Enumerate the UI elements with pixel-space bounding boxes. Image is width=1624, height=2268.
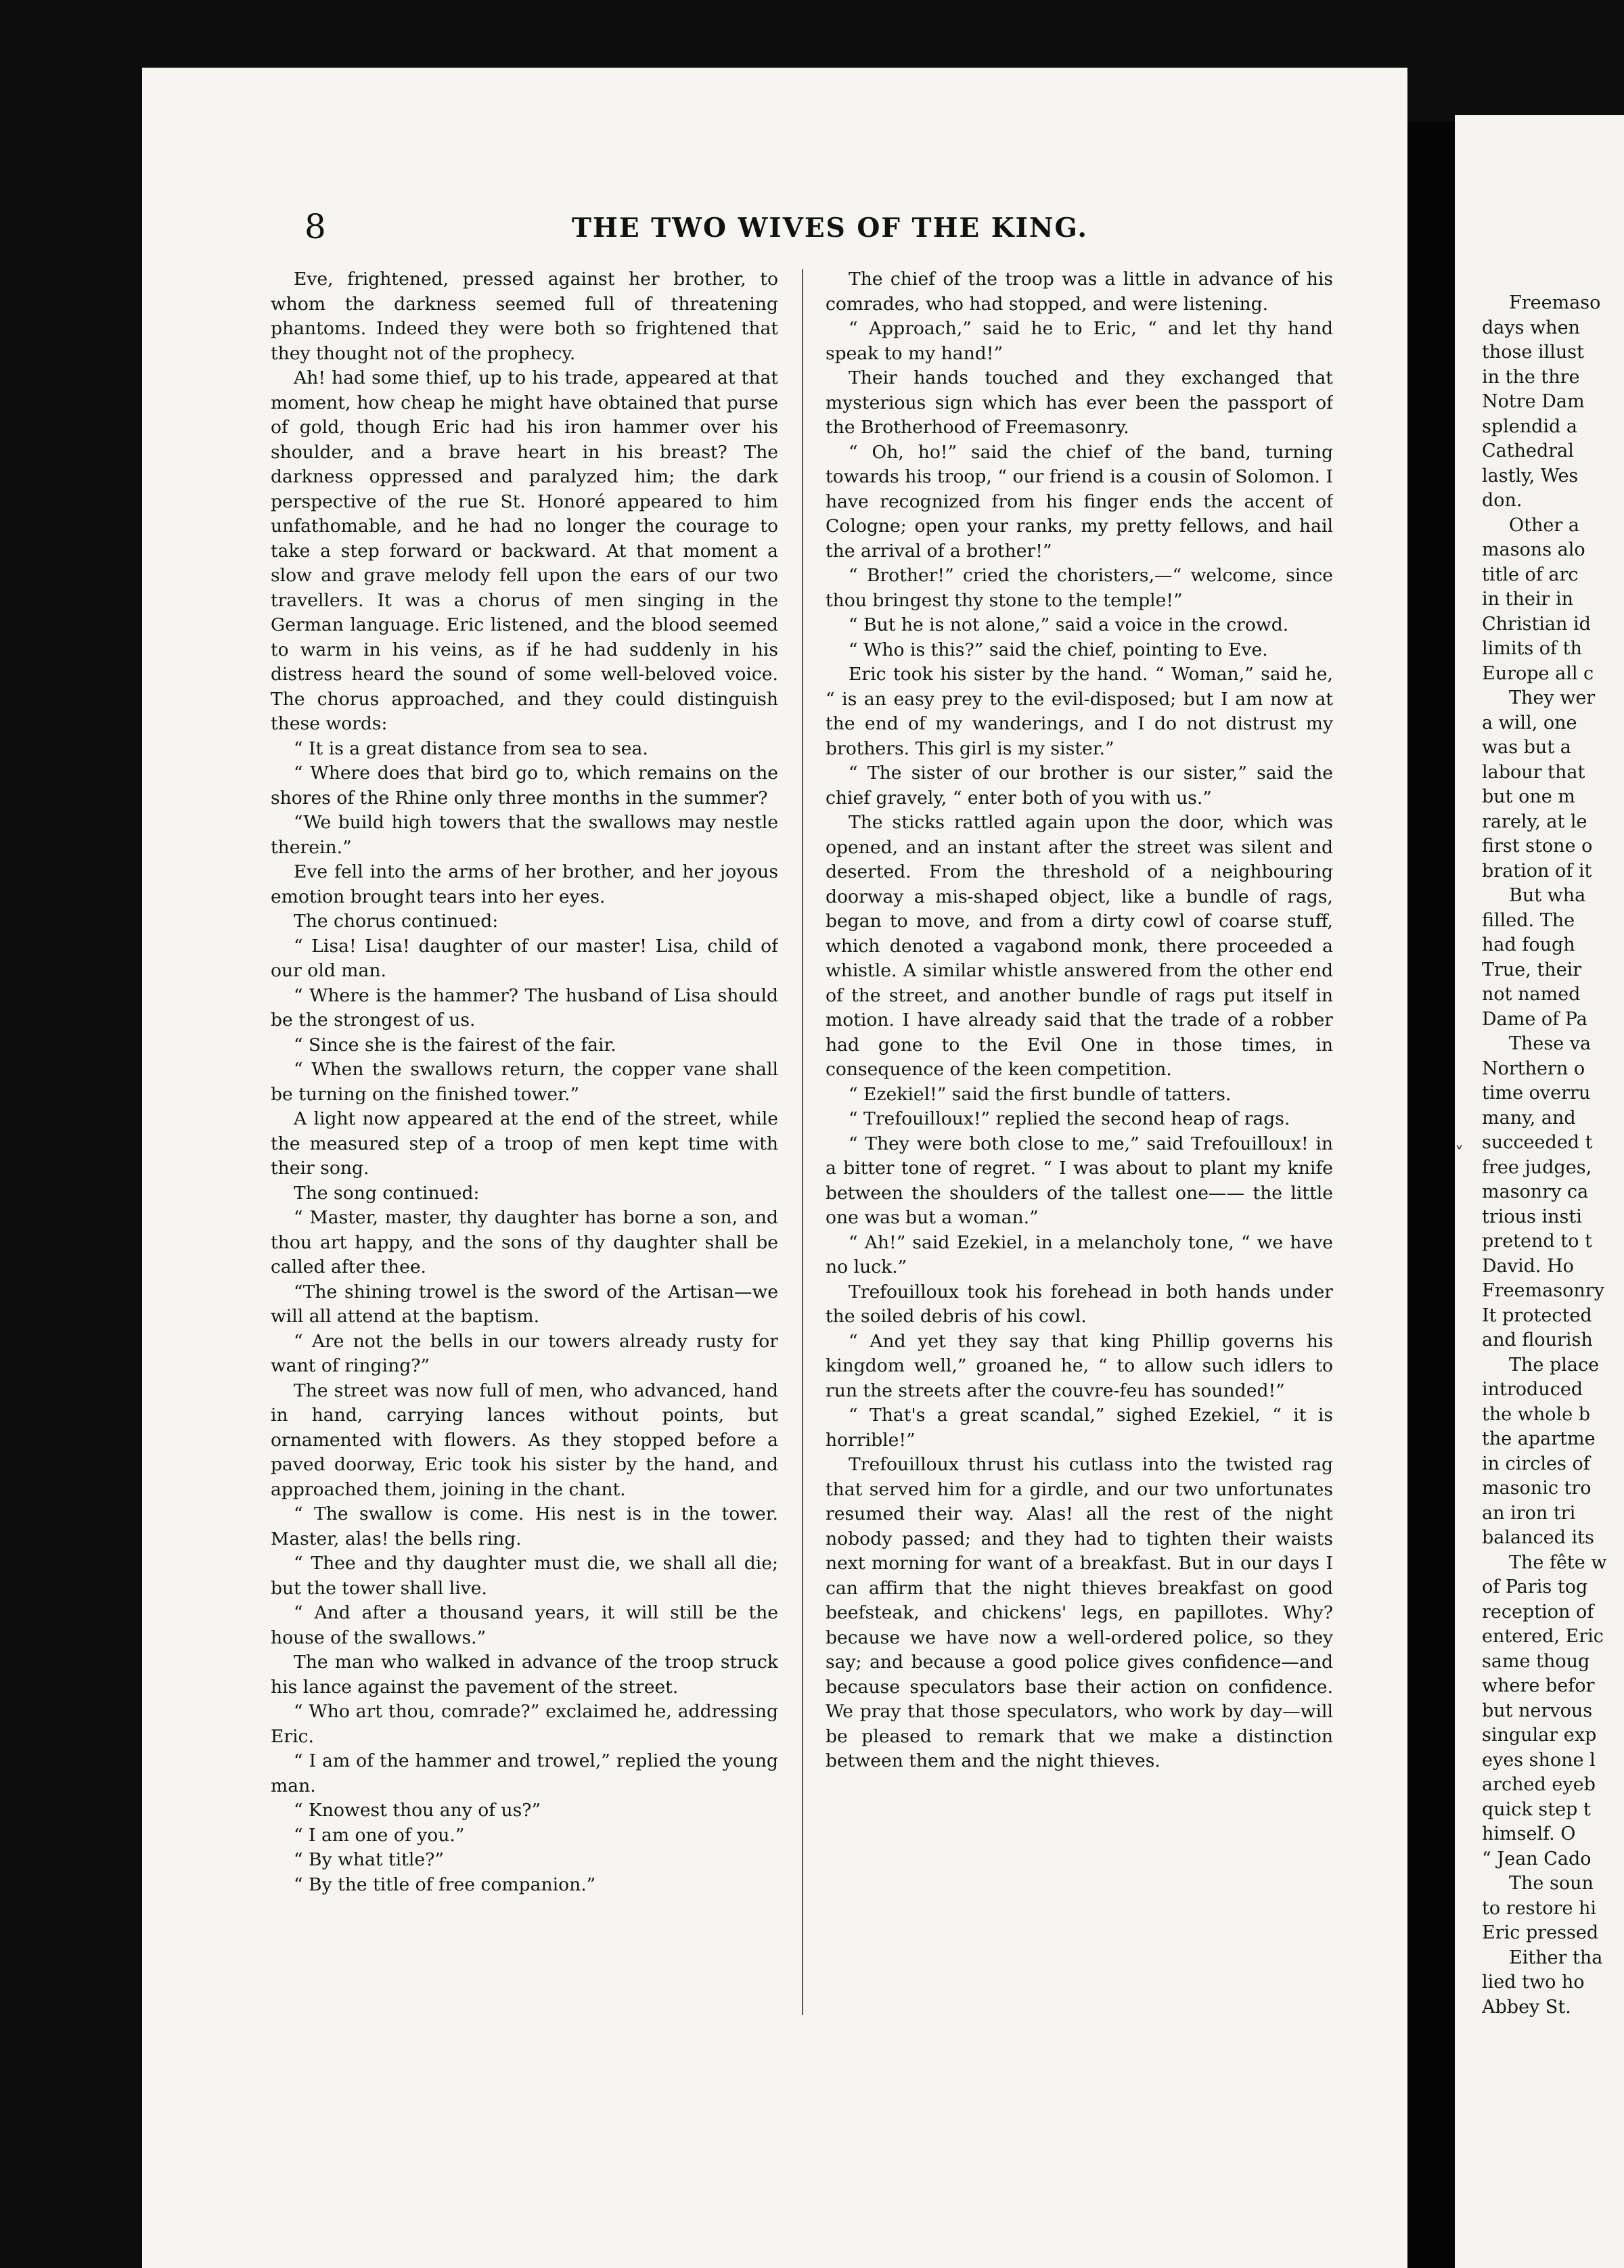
facing-page-line: don. bbox=[1482, 490, 1522, 511]
facing-page-line: The soun bbox=[1509, 1873, 1594, 1894]
facing-page-line: Either tha bbox=[1509, 1947, 1603, 1968]
facing-page-line: splendid a bbox=[1482, 415, 1578, 437]
paragraph: “ Who art thou, comrade?” exclaimed he, addressing Eric. bbox=[271, 1701, 778, 1747]
paragraph: “ It is a great distance from sea to sea. bbox=[294, 738, 648, 759]
facing-page-line: but nervous bbox=[1482, 1700, 1593, 1721]
paragraph: “ Oh, ho!” said the chief of the band, turning towards his troop, “ our friend is a cousin of Solomon. I have recognized from his finger ends the accent of Cologne; open your ranks, my pretty fellows, and hail the arrival of a brother!” bbox=[826, 441, 1333, 562]
paragraph: Trefouilloux thrust his cutlass into the twisted rag that served him for a girdle, and our two unfortunates resumed their way. Alas! all the rest of the night nobody passed; and they had to tighten their waists next morning for want of a breakfast. But in our days I can affirm that the night thieves breakfast on good beefsteak, and chickens' legs, en papillotes. Why? because we have now a well-ordered police, so they say; and because a good police gives confidence—and because speculators base their action on confidence. We pray that those speculators, who work by day—will be pleased to remark that we make a distinction between them and the night thieves. bbox=[826, 1454, 1333, 1771]
facing-page-line: succeeded t bbox=[1482, 1132, 1593, 1153]
page-number: 8 bbox=[304, 207, 326, 246]
paragraph: “ Thee and thy daughter must die, we shall all die; but the tower shall live. bbox=[271, 1553, 778, 1599]
facing-page-line: True, their bbox=[1482, 959, 1582, 980]
facing-page-line: arched eyeb bbox=[1482, 1774, 1596, 1795]
paragraph: The man who walked in advance of the troop struck his lance against the pavement of the street. bbox=[271, 1652, 778, 1698]
facing-page-line: time overru bbox=[1482, 1083, 1591, 1104]
facing-page-line: Christian id bbox=[1482, 613, 1591, 635]
facing-page-line: of Paris tog bbox=[1482, 1577, 1588, 1597]
facing-page-line: masonic tro bbox=[1482, 1478, 1592, 1499]
paragraph: The sticks rattled again upon the door, which was opened, and an instant after the street was silent and deserted. From the threshold of a neighbouring doorway a mis-shaped object, like a bundle of rags, began to move, and from a dirty cowl of coarse stuff, which denoted a vagabond monk, there proceeded a whistle. A similar whistle answered from the other end of the street, and another bundle of rags put itself in motion. I have already said that the trade of a robber had gone to the Evil One in those times, in consequence of the keen competition. bbox=[826, 812, 1333, 1080]
paragraph: “ Approach,” said he to Eric, “ and let thy hand speak to my hand!” bbox=[826, 318, 1333, 364]
facing-page-line: bration of it bbox=[1482, 860, 1592, 882]
paragraph: Their hands touched and they exchanged that mysterious sign which has ever been the passport of the Brotherhood of Freemasonry. bbox=[826, 367, 1333, 438]
paragraph: The street was now full of men, who advanced, hand in hand, carrying lances without points, but ornamented with flowers. As they stopped before a paved doorway, Eric took his sister by the hand, and approached them, joining in the chant. bbox=[271, 1380, 778, 1500]
facing-page-line: These va bbox=[1509, 1033, 1592, 1054]
facing-page-line: But wha bbox=[1509, 885, 1586, 906]
paragraph: “ That's a great scandal,” sighed Ezekiel, “ it is horrible!” bbox=[826, 1405, 1333, 1451]
facing-page-line: many, and bbox=[1482, 1107, 1576, 1129]
facing-page-line: title of arc bbox=[1482, 564, 1579, 585]
facing-page-line: an iron tri bbox=[1482, 1502, 1576, 1524]
paragraph: “ But he is not alone,” said a voice in the crowd. bbox=[849, 614, 1289, 635]
facing-page-line: in the thre bbox=[1482, 366, 1580, 388]
paragraph: “ I am of the hammer and trowel,” replied the young man. bbox=[271, 1750, 778, 1796]
column-rule bbox=[802, 269, 803, 2015]
paragraph: Ah! had some thief, up to his trade, appeared at that moment, how cheap he might have obtained that purse of gold, though Eric had his iron hammer over his shoulder, and a brave heart in his breast? The darkness oppressed and paralyzed him; the dark perspective of the rue St. Honoré appeared to him unfathomable, and he had no longer the courage to take a step forward or backward. At that moment a slow and grave melody fell upon the ears of our two travellers. It was a chorus of men singing in the German language. Eric listened, and the blood seemed to warm in his veins, as if he had suddenly in his distress heard the sound of some well-beloved voice. The chorus approached, and they could distinguish these words: bbox=[271, 367, 778, 734]
facing-page-line: lastly, Wes bbox=[1482, 465, 1579, 486]
facing-page-line: quick step t bbox=[1482, 1798, 1591, 1820]
facing-page-line: in circles of bbox=[1482, 1453, 1590, 1474]
paragraph: “ Ezekiel!” said the first bundle of tatters. bbox=[849, 1083, 1232, 1105]
paragraph: Trefouilloux took his forehead in both hands under the soiled debris of his cowl. bbox=[826, 1281, 1333, 1327]
facing-page-line: entered, Eric bbox=[1482, 1626, 1604, 1647]
facing-page-line: reception of bbox=[1482, 1601, 1594, 1623]
paragraph: “ Ah!” said Ezekiel, in a melancholy tone, “ we have no luck.” bbox=[826, 1231, 1333, 1277]
paragraph: The chorus continued: bbox=[294, 911, 499, 932]
facing-page-line: labour that bbox=[1482, 761, 1585, 783]
facing-page-line: Notre Dam bbox=[1482, 391, 1585, 412]
paragraph: “ The swallow is come. His nest is in the tower. Master, alas! the bells ring. bbox=[271, 1503, 778, 1549]
facing-page-line: in their in bbox=[1482, 589, 1573, 610]
facing-page-line: not named bbox=[1482, 984, 1581, 1005]
facing-page-line: The place bbox=[1509, 1354, 1600, 1376]
paragraph: “ Lisa! Lisa! daughter of our master! Lisa, child of our old man. bbox=[271, 935, 778, 981]
facing-page-line: and flourish bbox=[1482, 1330, 1593, 1351]
paragraph: A light now appeared at the end of the street, while the measured step of a troop of men kept time with their song. bbox=[271, 1108, 778, 1179]
facing-page-line: rarely, at le bbox=[1482, 811, 1587, 832]
facing-page-line: a will, one bbox=[1482, 712, 1577, 733]
paragraph: “ Master, master, thy daughter has borne a son, and thou art happy, and the sons of thy daughter shall be called after thee. bbox=[271, 1207, 778, 1277]
facing-page-line: singular exp bbox=[1482, 1725, 1597, 1746]
paragraph: The song continued: bbox=[294, 1182, 480, 1204]
paragraph: “ Where does that bird go to, which remains on the shores of the Rhine only three months in the summer? bbox=[271, 763, 778, 809]
facing-page-line: Abbey St. bbox=[1482, 1996, 1571, 2018]
facing-page-line: masons alo bbox=[1482, 539, 1585, 560]
paragraph: “ They were both close to me,” said Trefouilloux! in a bitter tone of regret. “ I was about to plant my knife between the shoulders of the tallest one—— the little one was but a woman.” bbox=[826, 1133, 1333, 1228]
facing-page-line: trious insti bbox=[1482, 1206, 1582, 1227]
facing-page-line: Cathedral bbox=[1482, 440, 1574, 461]
facing-page-line: limits of th bbox=[1482, 638, 1582, 659]
margin-mark-icon: ˅ bbox=[1455, 1143, 1464, 1164]
facing-page-line: balanced its bbox=[1482, 1527, 1594, 1548]
right-text-column bbox=[826, 267, 1333, 2013]
paragraph: The chief of the troop was a little in advance of his comrades, who had stopped, and were listening. bbox=[826, 269, 1333, 315]
facing-page-line: David. Ho bbox=[1482, 1255, 1574, 1277]
paragraph: Eve, frightened, pressed against her brother, to whom the darkness seemed full of threatening phantoms. Indeed they were both so frightened that they thought not of the prophecy. bbox=[271, 269, 778, 364]
facing-page-line: Other a bbox=[1509, 514, 1579, 536]
paragraph: “We build high towers that the swallows may nestle therein.” bbox=[271, 812, 778, 858]
facing-page-line: Freemaso bbox=[1509, 292, 1601, 313]
left-text-column bbox=[271, 267, 778, 2013]
facing-page-line: the apartme bbox=[1482, 1428, 1596, 1449]
facing-page-line: Dame of Pa bbox=[1482, 1008, 1587, 1030]
paragraph: “ By the title of free companion.” bbox=[294, 1874, 596, 1895]
facing-page-line: Northern o bbox=[1482, 1058, 1585, 1079]
facing-page-line: those illust bbox=[1482, 342, 1584, 363]
facing-page-line: had fough bbox=[1482, 934, 1575, 955]
facing-page-line: same thoug bbox=[1482, 1650, 1590, 1672]
facing-page-line: filled. The bbox=[1482, 909, 1575, 931]
facing-page-line: They wer bbox=[1509, 687, 1596, 708]
paragraph: Eve fell into the arms of her brother, and her joyous emotion brought tears into her eyes. bbox=[271, 861, 778, 907]
book-gutter bbox=[1407, 122, 1455, 2268]
paragraph: “ Brother!” cried the choristers,—“ welcome, since thou bringest thy stone to the temple!” bbox=[826, 565, 1333, 611]
facing-page-line: masonry ca bbox=[1482, 1181, 1589, 1202]
paragraph: “ I am one of you.” bbox=[294, 1824, 465, 1846]
paragraph: “ The sister of our brother is our sister,” said the chief gravely, “ enter both of you with us.” bbox=[826, 763, 1333, 809]
facing-page-line: Eric pressed bbox=[1482, 1922, 1599, 1943]
facing-page-line: first stone o bbox=[1482, 836, 1593, 857]
paragraph: “ Trefouilloux!” replied the second heap of rags. bbox=[849, 1108, 1290, 1129]
facing-page-line: free judges, bbox=[1482, 1156, 1592, 1178]
facing-page-line: himself. O bbox=[1482, 1823, 1576, 1844]
facing-page-line: “ Jean Cado bbox=[1482, 1848, 1592, 1869]
paragraph: “ When the swallows return, the copper vane shall be turning on the finished tower.” bbox=[271, 1059, 778, 1105]
facing-page-line: was but a bbox=[1482, 737, 1571, 758]
facing-page-line: but one m bbox=[1482, 786, 1575, 807]
facing-page-line: Europe all c bbox=[1482, 662, 1594, 684]
facing-page-column bbox=[1482, 291, 1624, 2118]
facing-page-line: lied two ho bbox=[1482, 1972, 1585, 1993]
paragraph: “ And after a thousand years, it will still be the house of the swallows.” bbox=[271, 1602, 778, 1648]
paragraph: “ Knowest thou any of us?” bbox=[294, 1800, 541, 1821]
facing-page-line: eyes shone l bbox=[1482, 1749, 1596, 1771]
paragraph: “ And yet they say that king Phillip governs his kingdom well,” groaned he, “ to allow such idlers to run the streets after the couvre-feu has sounded!” bbox=[826, 1330, 1333, 1401]
paragraph: “ Since she is the fairest of the fair. bbox=[294, 1034, 616, 1056]
paragraph: “The shining trowel is the sword of the Artisan—we will all attend at the baptism. bbox=[271, 1281, 778, 1327]
paragraph: Eric took his sister by the hand. “ Woman,” said he, “ is an easy prey to the evil-disposed; but I am now at the end of my wanderings, and I do not distrust my brothers. This girl is my sister.” bbox=[826, 664, 1333, 759]
facing-page-line: where befor bbox=[1482, 1675, 1595, 1696]
facing-page-line: pretend to t bbox=[1482, 1231, 1592, 1252]
paragraph: “ Who is this?” said the chief, pointing to Eve. bbox=[849, 639, 1268, 660]
facing-page-line: introduced bbox=[1482, 1379, 1583, 1400]
paragraph: “ Are not the bells in our towers already rusty for want of ringing?” bbox=[271, 1330, 778, 1376]
facing-page-line: the whole b bbox=[1482, 1403, 1591, 1425]
paragraph: “ Where is the hammer? The husband of Lisa should be the strongest of us. bbox=[271, 984, 778, 1030]
facing-page-line: The fête w bbox=[1509, 1551, 1607, 1573]
facing-page-line: days when bbox=[1482, 317, 1580, 338]
paragraph: “ By what title?” bbox=[294, 1849, 444, 1870]
facing-page-line: Freemasonry bbox=[1482, 1280, 1604, 1301]
running-head: THE TWO WIVES OF THE KING. bbox=[572, 212, 1089, 244]
facing-page-line: to restore hi bbox=[1482, 1897, 1597, 1919]
facing-page-line: It protected bbox=[1482, 1305, 1592, 1326]
